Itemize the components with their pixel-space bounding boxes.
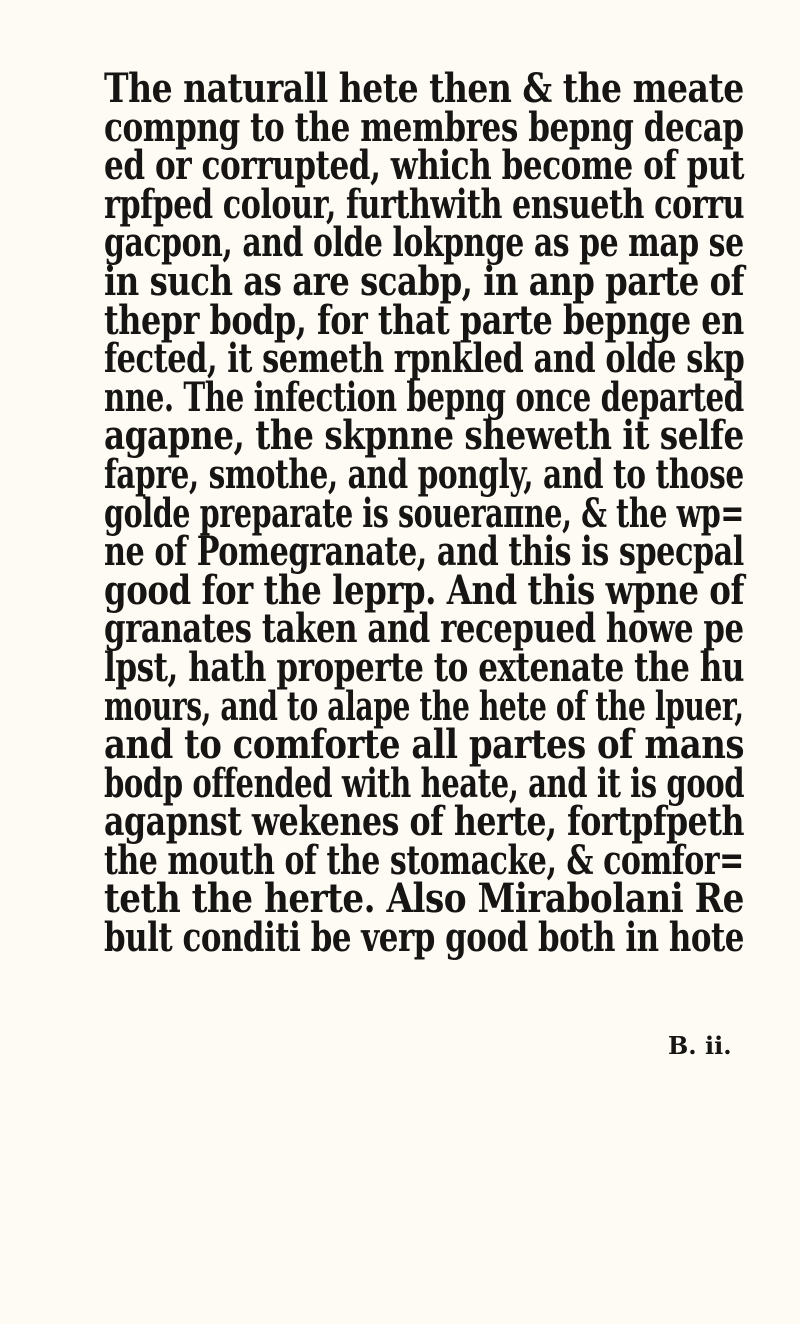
text-line-3: ed or corrupted, which become of put (104, 142, 744, 190)
text-line-12: golde preparate is soueraпne, & the wp= (104, 489, 744, 537)
text-line-5: gacpon, and olde lokpnge as pe map se (104, 219, 744, 267)
signature-mark: B. ii. (668, 1031, 732, 1060)
text-line-10: agapne, the skpnne sheweth it selfe (104, 412, 744, 460)
text-line-19: bodp offended with heate, and it is good (104, 759, 745, 807)
text-line-1: The naturall hete then & the meate (104, 65, 744, 112)
text-line-16: lpst, hath properte to extenate the hu (104, 643, 745, 691)
text-line-23: bult conditi be verp good both in hote (104, 914, 744, 962)
body-text (104, 65, 745, 962)
text-line-14: good for the leprp. And this wpne of (104, 566, 744, 614)
text-line-4: rpfped colour, furthwith ensueth corru (104, 180, 745, 228)
text-line-15: granates taken and recepued howe pe (104, 605, 744, 653)
text-line-21: the mouth of the stomacke, & comfor= (104, 836, 744, 884)
text-line-11: fapre, smothe, and pongly, and to those (104, 450, 744, 498)
text-line-13: ne of Pomegranate, and this is specpal (104, 528, 744, 576)
text-line-20: agapnst wekenes of herte, fortpfpeth (104, 798, 744, 846)
text-line-17: mours, and to alape the hete of the lpuer, (104, 682, 744, 730)
text-line-22: teth the herte. Also Mirabolani Re (104, 875, 744, 923)
text-line-9: nne. The infection bepng once departed (104, 373, 744, 421)
text-line-8: fected, it semeth rpnkled and olde skp (104, 335, 745, 383)
text-line-18: and to comforte all partes of mans (104, 721, 744, 769)
text-line-7: thepr bodp, for that parte bepnge en (104, 296, 744, 344)
text-line-6: in such as are scabp, in anp parte of (104, 257, 745, 305)
text-line-2: compng to the membres bepng decap (104, 103, 744, 151)
